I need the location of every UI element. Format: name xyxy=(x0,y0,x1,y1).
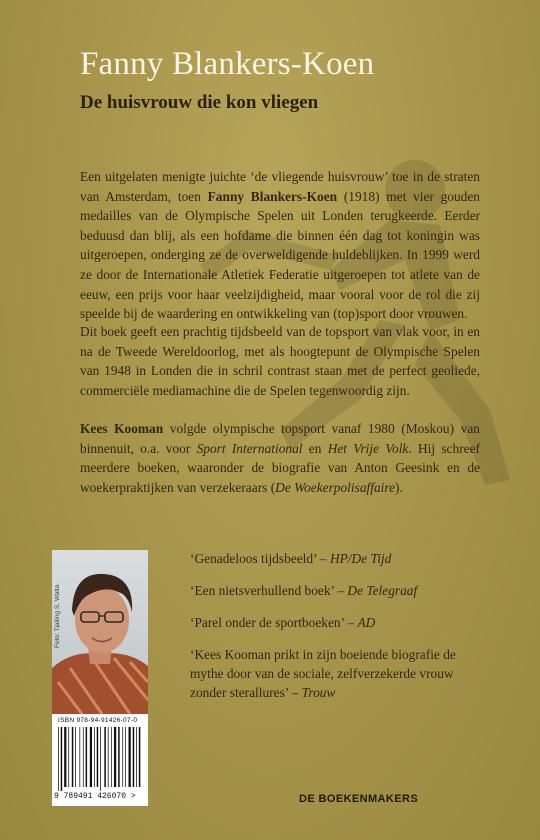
barcode-bar xyxy=(75,727,76,787)
barcode-bar xyxy=(97,727,99,787)
review-quote: ‘Een nietsverhullend boek’ – De Telegraaf xyxy=(190,583,418,598)
quote-source: AD xyxy=(357,615,376,630)
barcode-bar xyxy=(125,727,126,787)
barcode-bar xyxy=(64,727,66,787)
blurb-paragraph-2: Dit boek geeft een prachtig tijdsbeeld van de topsport van vlak voor, in en na de Tweede Wereldoorlog, met als hoogtepunt de Olympische Spelen van 1948 in Londen die in schril contrast staan met de perfect geoliede, commerciële mediamachine die de Spelen tegenwoordig zijn. xyxy=(80,324,480,398)
quote-source: HP/De Tijd xyxy=(329,551,392,566)
barcode-bar xyxy=(133,727,135,787)
barcode-bar xyxy=(68,727,69,787)
isbn-barcode xyxy=(52,714,148,806)
blurb-paragraph-1: Een uitgelaten menigte juichte ‘de vliegende huisvrouw’ toe in de straten van Amsterdam, toen Fanny Blankers-Koen (1918) met vier gouden medailles van de Olympische Spelen uit Londen terugkeerde. Eerder beduusd dan blij, als een hofdame die binnen één dag tot koningin was uitgeroepen, onderging ze de overweldigende huldeblijken. In 1999 werd ze door de Internationale Atletiek Federatie uitgeroepen tot atlete van de eeuw, een prijs voor haar veelzijdigheid, maar vooral voor de rol die zij speelde bij de waardering en ontwikkeling van (top)sport door vrouwen. xyxy=(80,169,480,322)
barcode-bar xyxy=(111,727,112,787)
author-name: Kees Kooman xyxy=(80,421,164,436)
quote-source: Trouw xyxy=(301,685,336,700)
barcode-bar xyxy=(136,727,137,787)
barcode-bar xyxy=(129,727,131,787)
book-title: Fanny Blankers-Koen xyxy=(80,46,375,82)
barcode-bar xyxy=(122,727,123,787)
subject-name: Fanny Blankers-Koen xyxy=(207,188,338,204)
barcode-bar xyxy=(100,727,101,791)
barcode-bar xyxy=(61,727,63,791)
barcode-bar xyxy=(72,727,74,787)
barcode-bar xyxy=(139,727,141,787)
quote-source: De Telegraaf xyxy=(347,583,418,598)
barcode-bar xyxy=(58,727,59,791)
barcode-bar xyxy=(114,727,116,787)
publisher-logo: DE BOEKENMAKERS xyxy=(299,793,419,805)
barcode-bar xyxy=(108,727,109,787)
barcode-bar xyxy=(79,727,80,787)
book-subtitle: De huisvrouw die kon vliegen xyxy=(80,92,319,113)
review-quote: ‘Kees Kooman prikt in zijn boeiende biografie de mythe door van de sociale, zelfverzekerde vrouw zonder sterallures’ – Trouw xyxy=(190,647,456,700)
barcode-bars xyxy=(58,727,142,791)
barcode-bar xyxy=(90,727,92,787)
barcode-bar xyxy=(86,727,88,787)
isbn-digits: 9 789491 426070 > xyxy=(54,792,136,801)
author-portrait xyxy=(52,550,148,714)
author-bio: Kees Kooman volgde olympische topsport vanaf 1980 (Moskou) van binnenuit, o.a. voor Sport International en Het Vrije Volk. Hij schreef meerdere boeken, waaronder de biografie van Anton Geesink en de woekerpraktijken van verzekeraars (De Woekerpolisaffaire). xyxy=(80,421,480,495)
author-photo xyxy=(52,550,148,714)
review-quote: ‘Genadeloos tijdsbeeld’ – HP/De Tijd xyxy=(190,551,392,566)
barcode-bar xyxy=(83,727,84,787)
barcode-bar xyxy=(94,727,95,787)
review-quote: ‘Parel onder de sportboeken’ – AD xyxy=(190,615,376,630)
photo-credit: Foto: Tjalling S. Walta xyxy=(54,584,61,648)
isbn-label: ISBN 978-94-91426-07-0 xyxy=(58,717,138,724)
review-quotes xyxy=(190,549,490,715)
barcode-bar xyxy=(104,727,106,787)
barcode-bar xyxy=(118,727,120,787)
